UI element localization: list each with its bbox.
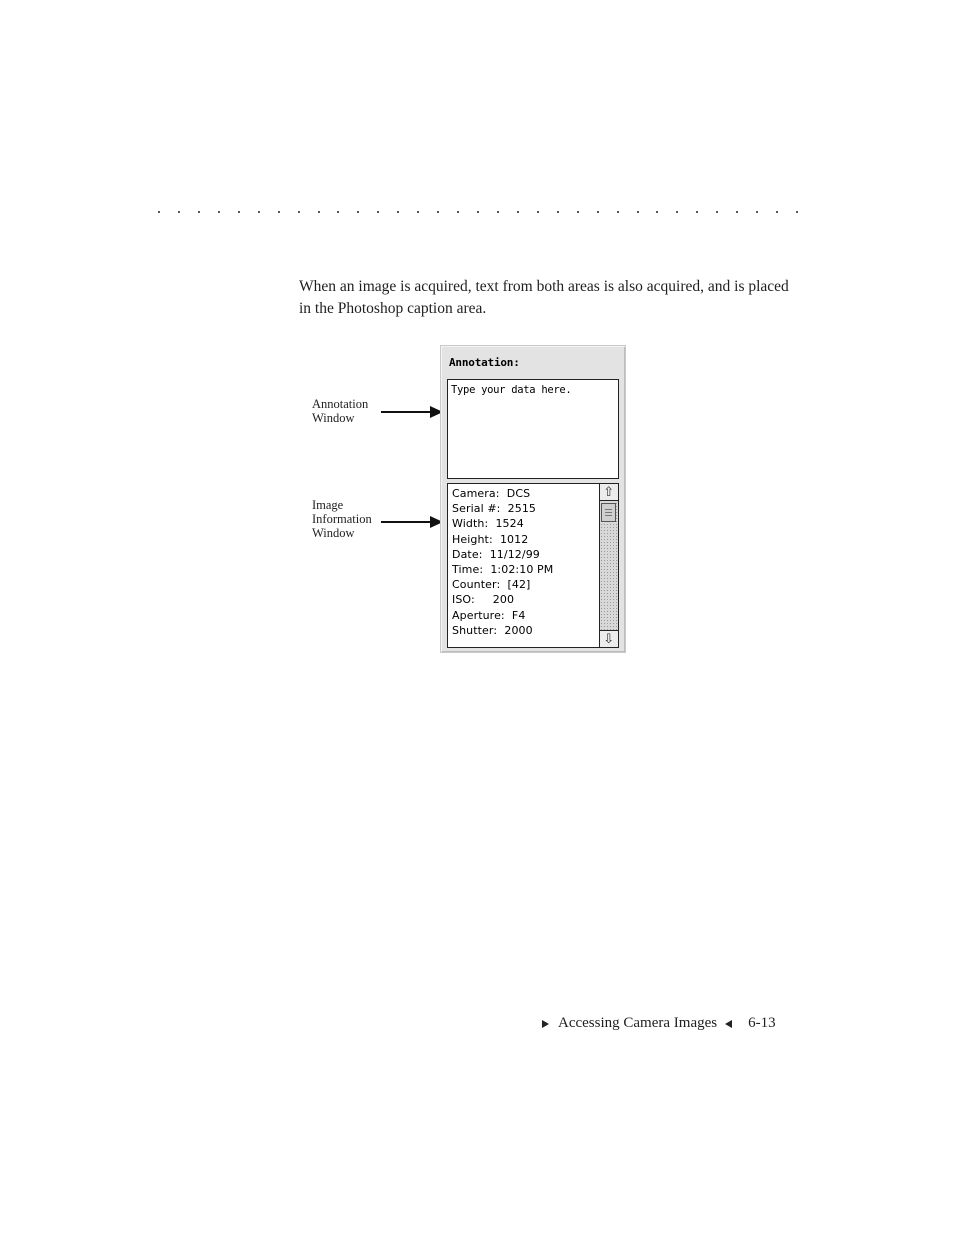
page-number: 6-13 <box>748 1015 776 1031</box>
intro-paragraph: When an image is acquired, text from both areas is also acquired, and is placed in the Photoshop caption area. <box>299 277 789 317</box>
rule-dot <box>597 211 599 213</box>
rule-dot <box>517 211 519 213</box>
rule-dot <box>577 211 579 213</box>
rule-dot <box>417 211 419 213</box>
callout-line: Window <box>312 526 355 540</box>
dotted-rule <box>158 202 798 222</box>
rule-dot <box>756 211 758 213</box>
image-information-window-callout <box>312 498 372 540</box>
info-list <box>452 486 553 638</box>
callout-line: Annotation <box>312 397 369 411</box>
rule-dot <box>656 211 658 213</box>
scroll-thumb[interactable] <box>601 503 616 522</box>
rule-dot <box>158 211 160 213</box>
rule-dot <box>437 211 439 213</box>
rule-dot <box>497 211 499 213</box>
annotation-panel <box>440 345 626 653</box>
info-line: Height: 1012 <box>452 532 529 546</box>
scroll-down-arrow-icon[interactable]: ⇩ <box>600 630 618 647</box>
rule-dot <box>238 211 240 213</box>
rule-dot <box>377 211 379 213</box>
info-line: Date: 11/12/99 <box>452 547 540 561</box>
page-footer <box>542 1015 796 1032</box>
rule-dot <box>337 211 339 213</box>
rule-dot <box>557 211 559 213</box>
rule-dot <box>537 211 539 213</box>
rule-dot <box>198 211 200 213</box>
rule-dot <box>477 211 479 213</box>
annotation-text: Type your data here. <box>451 384 572 396</box>
image-info-arrow-icon <box>381 516 443 528</box>
info-line: Counter: [42] <box>452 578 531 592</box>
info-line: Camera: DCS <box>452 487 531 500</box>
rule-dot <box>357 211 359 213</box>
callout-line: Information <box>312 512 372 526</box>
callout-line: Image <box>312 498 344 512</box>
rule-dot <box>736 211 738 213</box>
panel-title: Annotation: <box>449 356 520 369</box>
info-line: Time: 1:02:10 PM <box>452 562 554 576</box>
info-line: ISO: 200 <box>452 593 515 607</box>
rule-dot <box>178 211 180 213</box>
rule-dot <box>716 211 718 213</box>
rule-dot <box>796 211 798 213</box>
rule-dot <box>457 211 459 213</box>
image-information-window[interactable] <box>447 483 619 648</box>
info-line: Shutter: 2000 <box>452 623 533 637</box>
rule-dot <box>696 211 698 213</box>
triangle-right-icon <box>542 1020 549 1028</box>
rule-dot <box>637 211 639 213</box>
rule-dot <box>278 211 280 213</box>
triangle-left-icon <box>725 1020 732 1028</box>
info-line: Aperture: F4 <box>452 608 526 622</box>
info-line: Serial #: 2515 <box>452 502 537 516</box>
rule-dot <box>397 211 399 213</box>
scroll-up-arrow-icon[interactable]: ⇧ <box>600 484 618 501</box>
rule-dot <box>318 211 320 213</box>
annotation-textarea[interactable] <box>447 379 619 479</box>
rule-dot <box>298 211 300 213</box>
annotation-window-callout <box>312 397 368 425</box>
footer-section-title: Accessing Camera Images <box>558 1015 718 1031</box>
callout-line: Window <box>312 411 355 425</box>
rule-dot <box>218 211 220 213</box>
vertical-scrollbar[interactable] <box>599 484 618 647</box>
rule-dot <box>676 211 678 213</box>
rule-dot <box>258 211 260 213</box>
info-line: Width: 1524 <box>452 517 524 531</box>
rule-dot <box>776 211 778 213</box>
rule-dot <box>617 211 619 213</box>
annotation-arrow-icon <box>381 406 443 418</box>
